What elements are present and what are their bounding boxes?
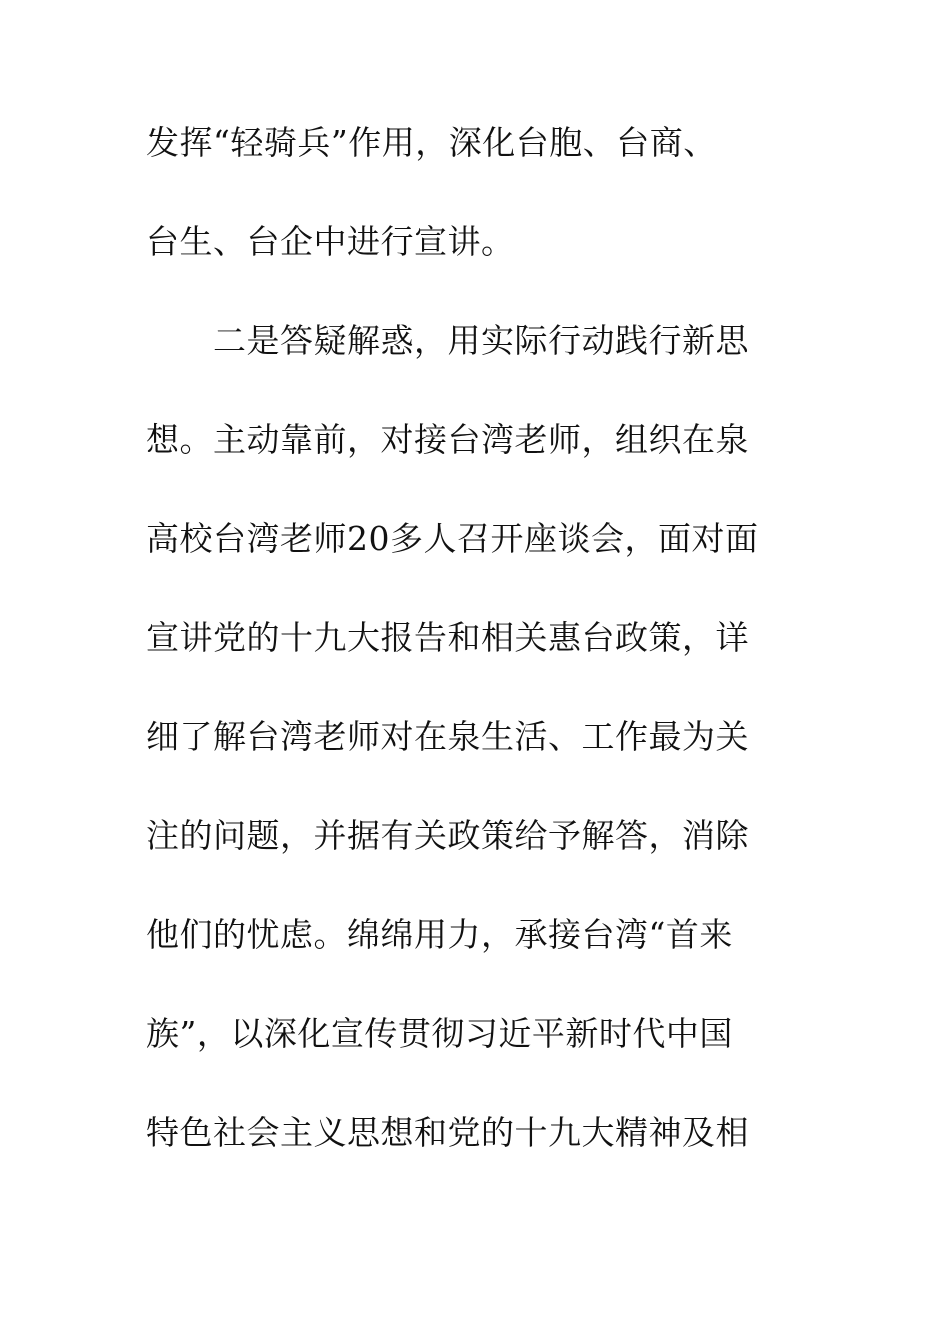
- text-line: 族”，以深化宣传贯彻习近平新时代中国: [146, 1014, 733, 1053]
- text-line: 台生、台企中进行宣讲。: [146, 222, 515, 261]
- text-line: 注的问题，并据有关政策给予解答，消除: [146, 816, 749, 855]
- text-line: 细了解台湾老师对在泉生活、工作最为关: [146, 717, 749, 756]
- text-line: 高校台湾老师20多人召开座谈会，面对面: [146, 519, 759, 558]
- text-line: 发挥“轻骑兵”作用，深化台胞、台商、: [146, 123, 717, 162]
- text-line: 想。主动靠前，对接台湾老师，组织在泉: [146, 420, 749, 459]
- text-line: 特色社会主义思想和党的十九大精神及相: [146, 1113, 749, 1152]
- body-text: [146, 123, 806, 1152]
- text-line: 他们的忧虑。绵绵用力，承接台湾“首来: [146, 915, 733, 954]
- text-line: 宣讲党的十九大报告和相关惠台政策，详: [146, 618, 749, 657]
- text-line: 二是答疑解惑，用实际行动践行新思: [146, 321, 749, 360]
